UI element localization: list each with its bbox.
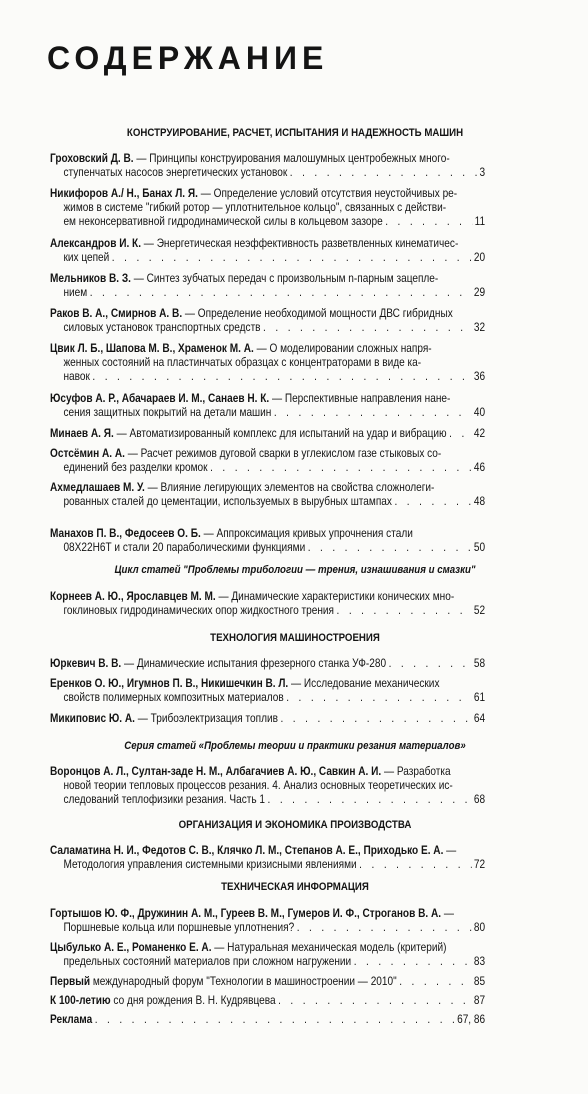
subsection-heading-cutting: Серия статей «Проблемы теории и практики резания материалов» [124,740,466,752]
entry-authors: Гроховский Д. В. [50,151,134,165]
leader-dots [297,920,472,934]
toc-entry[interactable] [50,306,485,334]
leader-dots [308,540,472,554]
entry-title-cont: ступенчатых насосов энергетических установок [63,165,288,180]
entry-title: — Определение условий отсутствия неустойчивых ре- [197,186,458,200]
toc-entry[interactable] [50,676,485,704]
entry-title: — Влияние легирующих элементов на свойства сложнолеги- [144,480,435,494]
toc-entry[interactable] [50,391,485,419]
toc-entry[interactable] [50,271,485,299]
entry-page: 67, 86 [457,1012,486,1026]
entry-title-cont: новой теории тепловых процессов резания. 4. Анализ основных теоретических ис- [63,778,453,793]
entry-page: 83 [473,954,486,969]
entry-page: 20 [473,250,486,265]
entry-authors: Юсуфов А. Р., Абачараев И. М., Санаев Н. К. [50,391,270,405]
toc-entry[interactable] [50,974,485,988]
entry-title: — Расчет режимов дуговой сварки в углекислом газе стыковых со- [124,446,442,460]
entry-title: международный форум "Технологии в машиностроении — 2010" [90,974,397,988]
entry-page: 50 [473,540,486,555]
entry-title: — Автоматизированный комплекс для испытаний на удар и вибрацию [113,426,447,440]
entry-title: — О моделировании сложных напря- [253,341,432,355]
leader-dots [95,1012,455,1026]
entry-title-cont: единений без разделки кромок [63,460,208,475]
entry-title: со дня рождения В. Н. Кудрявцева [110,993,276,1007]
entry-title-cont: силовых установок транспортных средств [63,320,261,335]
entry-title: — Энергетическая неэффективность разветвленных кинематичес- [141,236,459,250]
entry-page: 48 [473,494,486,509]
entry-authors: Первый [50,974,91,988]
entry-title-cont: гоклиновых гидродинамических опор жидкостного трения [63,603,334,618]
entry-title: — Натуральная механическая модель (критерий) [211,940,447,954]
entry-page: 61 [473,690,486,705]
entry-authors: Микиповис Ю. А. [50,711,135,725]
entry-title-cont: рованных сталей до цементации, используемых в вырубных штампах [63,494,392,509]
toc-entry[interactable] [50,186,485,229]
leader-dots [399,974,471,988]
entry-authors: Еренков О. Ю., Игумнов П. В., Никишечкин В. Л. [50,676,289,690]
toc-entry[interactable] [50,480,485,508]
entry-page: 72 [473,857,486,872]
leader-dots [290,165,477,179]
leader-dots [280,711,471,725]
leader-dots [394,494,471,508]
entry-title-cont: Поршневые кольца или поршневые уплотнения? [63,920,295,935]
entry-title-cont: навок [63,369,90,384]
entry-title-cont: жимов в системе "гибкий ротор — уплотнительное кольцо", связанных с действи- [63,200,447,215]
entry-page: 36 [473,369,486,384]
toc-entry[interactable] [50,589,485,617]
section-heading-organization: ОРГАНИЗАЦИЯ И ЭКОНОМИКА ПРОИЗВОДСТВА [178,819,412,831]
entry-title: — Перспективные направления нане- [269,391,451,405]
entry-authors: Остсёмин А. А. [50,446,125,460]
leader-dots [274,405,472,419]
toc-entry[interactable] [50,151,485,179]
toc-entry[interactable] [50,843,485,871]
leader-dots [112,250,472,264]
leader-dots [278,993,471,1007]
leader-dots [210,460,471,474]
section-heading-design: КОНСТРУИРОВАНИЕ, РАСЧЕТ, ИСПЫТАНИЯ И НАДЕЖНОСТЬ МАШИН [126,127,464,139]
entry-title-cont: женных состояний на пластинчатых образцах с концентраторами в виде ка- [63,355,422,370]
leader-dots [354,954,472,968]
toc-entry[interactable] [50,236,485,264]
entry-authors: Мельников В. З. [50,271,131,285]
entry-title: — Принципы конструирования малошумных центробежных много- [133,151,450,165]
entry-title-cont: 08Х22Н6Т и стали 20 параболическими функциями [63,540,306,555]
leader-dots [337,603,472,617]
subsection-heading-tribology: Цикл статей "Проблемы трибологии — трения, изнашивания и смазки" [114,564,476,576]
entry-page: 87 [473,993,486,1007]
leader-dots [385,214,472,228]
toc-entry[interactable] [50,906,485,934]
toc-entry[interactable] [50,764,485,807]
toc-entry[interactable] [50,993,485,1007]
entry-page: 29 [473,285,486,300]
entry-authors: К 100-летию [50,993,111,1007]
leader-dots [286,690,471,704]
entry-page: 42 [473,426,486,440]
entry-authors: Гортышов Ю. Ф., Дружинин А. М., Гуреев В. М., Гумеров И. Ф., Строганов В. А. [50,906,442,920]
leader-dots [389,656,472,670]
entry-page: 46 [473,460,486,475]
entry-title-cont: ем неконсервативной гидродинамической силы в кольцевом зазоре [63,214,383,229]
entry-title-cont: Методология управления системными кризисными явлениями [63,857,357,872]
entry-title: — Исследование механических [288,676,440,690]
entry-title-cont: предельных состояний материалов при сложном нагружении [63,954,352,969]
entry-authors: Цвик Л. Б., Шапова М. В., Храменок М. А. [50,341,254,355]
entry-title: — Разработка [381,764,451,778]
entry-title: — Динамические испытания фрезерного станка УФ-280 [121,656,387,670]
entry-page: 64 [473,711,486,725]
entry-authors: Ахмедлашаев М. У. [50,480,145,494]
entry-page: 32 [473,320,486,335]
entry-authors: Цыбулько А. Е., Романенко Е. А. [50,940,212,954]
toc-entry[interactable] [50,1012,485,1026]
entry-title-cont: сения защитных покрытий на детали машин [63,405,272,420]
entry-title-cont: нием [63,285,88,300]
entry-page: 85 [473,974,486,988]
entry-authors: Реклама [50,1012,93,1026]
toc-entry[interactable] [50,656,485,670]
entry-page: 58 [473,656,486,670]
leader-dots [359,857,471,871]
entry-title: — Трибоэлектризация топлив [134,711,278,725]
leader-dots [449,426,471,440]
entry-page: 40 [473,405,486,420]
leader-dots [92,369,471,383]
entry-authors: Раков В. А., Смирнов А. В. [50,306,183,320]
entry-authors: Саламатина Н. И., Федотов С. В., Клячко Л. М., Степанов А. Е., Приходько Е. А. [50,843,444,857]
entry-authors: Никифоров А./ Н., Банах Л. Я. [50,186,198,200]
entry-authors: Манахов П. В., Федосеев О. Б. [50,526,201,540]
entry-page: 11 [474,214,486,229]
toc-entry[interactable] [50,711,485,725]
entry-title: — Определение необходимой мощности ДВС гибридных [182,306,453,320]
entry-title: — [441,906,454,920]
toc-entry[interactable] [50,940,485,968]
entry-title: — Динамические характеристики конических мно- [215,589,455,603]
entry-title: — Синтез зубчатых передач с произвольным n-парным зацепле- [130,271,439,285]
entry-page: 52 [473,603,486,618]
page-title: СОДЕРЖАНИЕ [47,40,329,76]
entry-authors: Минаев А. Я. [50,426,114,440]
entry-authors: Воронцов А. Л., Султан-заде Н. М., Албагачиев А. Ю., Савкин А. И. [50,764,382,778]
leader-dots [268,792,472,806]
leader-dots [90,285,472,299]
entry-title: — Аппроксимация кривых упрочнения стали [200,526,413,540]
section-heading-technology: ТЕХНОЛОГИЯ МАШИНОСТРОЕНИЯ [210,632,380,644]
toc-entry[interactable] [50,526,485,554]
entry-authors: Александров И. К. [50,236,142,250]
entry-title-cont: свойств полимерных композитных материалов [63,690,284,705]
entry-authors: Юркевич В. В. [50,656,122,670]
toc-entry[interactable] [50,341,485,384]
entry-title: — [443,843,457,857]
section-heading-tech-info: ТЕХНИЧЕСКАЯ ИНФОРМАЦИЯ [221,881,369,893]
entry-page: 80 [473,920,486,935]
toc-entry[interactable] [50,426,485,440]
leader-dots [263,320,471,334]
toc-entry[interactable] [50,446,485,474]
entry-page: 3 [479,165,486,180]
entry-title-cont: ких цепей [63,250,110,265]
entry-authors: Корнеев А. Ю., Ярославцев М. М. [50,589,216,603]
entry-page: 68 [473,792,486,807]
entry-title-cont: следований теплофизики резания. Часть 1 [63,792,266,807]
